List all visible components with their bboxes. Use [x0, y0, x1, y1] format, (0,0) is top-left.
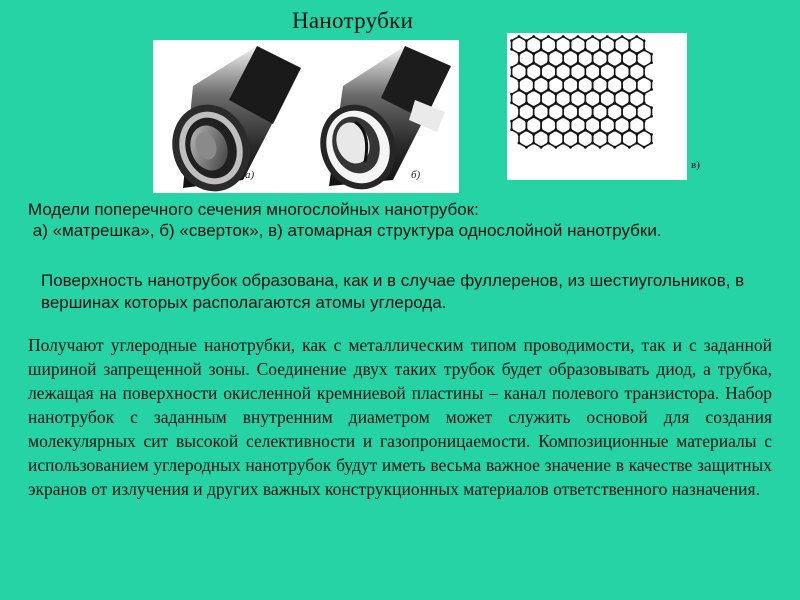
carbon-atom [577, 133, 580, 136]
carbon-atom [554, 66, 557, 69]
slide-title: Нанотрубки [292, 8, 414, 33]
carbon-atom [606, 53, 609, 56]
carbon-atom [643, 129, 646, 132]
carbon-atom [554, 75, 557, 78]
carbon-atom [569, 49, 572, 52]
carbon-atom [518, 62, 521, 65]
caption-line-2: а) «матрешка», б) «сверток», в) атомарная структура однослойной нанотрубки. [28, 221, 662, 240]
carbon-atom [591, 106, 594, 109]
carbon-atom [621, 35, 624, 38]
carbon-atom [569, 93, 572, 96]
carbon-atom [532, 80, 535, 83]
carbon-atom [613, 93, 616, 96]
carbon-atom [540, 146, 543, 149]
carbon-atom [650, 133, 653, 136]
carbon-atom [518, 133, 521, 136]
carbon-atom [628, 75, 631, 78]
carbon-atom [613, 49, 616, 52]
carbon-atom [650, 115, 653, 118]
carbon-atom [554, 93, 557, 96]
carbon-atom [621, 62, 624, 65]
carbon-atom [584, 75, 587, 78]
carbon-atom [613, 102, 616, 105]
carbon-atom [591, 115, 594, 118]
carbon-atom [591, 133, 594, 136]
carbon-atom [540, 129, 543, 132]
carbon-atom [525, 146, 528, 149]
carbon-atom [569, 120, 572, 123]
carbon-atom [591, 62, 594, 65]
hexagon-note: Поверхность нанотрубок образована, как и в случае фуллеренов, из шестиугольников, в вершинах которых располагаются атомы углерода. [41, 271, 745, 312]
carbon-atom [621, 106, 624, 109]
carbon-atom [540, 39, 543, 42]
carbon-atom [532, 133, 535, 136]
carbon-atom [518, 35, 521, 38]
carbon-atom [532, 142, 535, 145]
carbon-atom [606, 133, 609, 136]
carbon-atom [510, 128, 513, 131]
carbon-atom [599, 39, 602, 42]
carbon-atom [650, 53, 653, 56]
carbon-atom [518, 115, 521, 118]
carbon-atom [525, 49, 528, 52]
carbon-atom [540, 75, 543, 78]
carbon-atom [643, 75, 646, 78]
carbon-atom [540, 49, 543, 52]
carbon-atom [584, 102, 587, 105]
matryoshka-tube [160, 46, 301, 193]
carbon-atom [547, 80, 550, 83]
carbon-atom [606, 106, 609, 109]
carbon-atom [547, 133, 550, 136]
carbon-atom [510, 66, 513, 69]
carbon-atom [562, 80, 565, 83]
carbon-atom [518, 80, 521, 83]
carbon-atom [584, 129, 587, 132]
carbon-atom [621, 142, 624, 145]
carbon-atom [650, 88, 653, 91]
carbon-atom [554, 129, 557, 132]
carbon-atom [518, 142, 521, 145]
carbon-atom [562, 35, 565, 38]
carbon-atom [584, 49, 587, 52]
carbon-atom [591, 35, 594, 38]
carbon-atom [606, 115, 609, 118]
carbon-atom [554, 49, 557, 52]
carbon-atom [635, 115, 638, 118]
carbon-atom [569, 129, 572, 132]
carbon-atom [584, 39, 587, 42]
carbon-atom [577, 142, 580, 145]
carbon-atom [606, 80, 609, 83]
carbon-atom [577, 115, 580, 118]
atomic-structure-figure [507, 33, 687, 180]
carbon-atom [599, 102, 602, 105]
scroll-tube [309, 46, 451, 193]
carbon-atom [518, 89, 521, 92]
carbon-atom [613, 66, 616, 69]
carbon-atom [577, 35, 580, 38]
carbon-atom [510, 75, 513, 78]
carbon-atom [599, 66, 602, 69]
carbon-atom [525, 66, 528, 69]
carbon-atom [547, 89, 550, 92]
carbon-atom [606, 35, 609, 38]
carbon-atom [569, 75, 572, 78]
lattice-hexagons [510, 35, 653, 149]
carbon-atom [562, 89, 565, 92]
carbon-atom [643, 66, 646, 69]
figure-caption [28, 199, 768, 241]
carbon-atom [510, 120, 513, 123]
carbon-atom [650, 106, 653, 109]
carbon-atom [628, 93, 631, 96]
lattice-hexagon [563, 130, 578, 147]
carbon-atom [510, 93, 513, 96]
carbon-atom [643, 102, 646, 105]
carbon-atom [547, 35, 550, 38]
carbon-atom [525, 39, 528, 42]
carbon-atom [562, 62, 565, 65]
carbon-atom [635, 62, 638, 65]
carbon-atom [635, 80, 638, 83]
caption-line-1: Модели поперечного сечения многослойных нанотрубок: [28, 200, 479, 219]
carbon-atom [628, 49, 631, 52]
carbon-atom [621, 89, 624, 92]
carbon-atom [591, 80, 594, 83]
carbon-atom [540, 102, 543, 105]
carbon-atom [621, 115, 624, 118]
carbon-atom [613, 120, 616, 123]
carbon-atom [584, 66, 587, 69]
carbon-atom [554, 146, 557, 149]
carbon-atom [540, 66, 543, 69]
carbon-atom [577, 89, 580, 92]
carbon-atom [525, 129, 528, 132]
carbon-atom [613, 146, 616, 149]
carbon-atom [643, 146, 646, 149]
lattice-hexagon [578, 130, 593, 147]
carbon-atom [621, 53, 624, 56]
carbon-atom [532, 35, 535, 38]
lattice-hexagon [519, 130, 534, 147]
carbon-atom [569, 146, 572, 149]
carbon-atom [635, 133, 638, 136]
carbon-atom [562, 115, 565, 118]
carbon-atom [599, 75, 602, 78]
nanotube-models-illustration [153, 40, 459, 193]
carbon-atom [532, 106, 535, 109]
carbon-atom [547, 53, 550, 56]
main-paragraph: Получают углеродные нанотрубки, как с металлическим типом проводимости, так и с заданной шириной запрещенной зоны. Соединение двух таких трубок будет образовывать диод, а трубка, лежащая на поверхности окисленной кремниевой пластины – канал полевого транзистора. Набор нанотрубок с заданным внутренним диаметром может служить основой для создания молекулярных сит высокой селективности и газопроницаемости. Композиционные материалы с использованием углеродных нанотрубок будут иметь весьма важное значение в качестве защитных экранов от излучения и других важных конструкционных материалов ответственного назначения. [28, 335, 772, 499]
lattice-hexagon [534, 130, 549, 147]
carbon-atom [643, 49, 646, 52]
carbon-atom [547, 115, 550, 118]
carbon-atom [540, 120, 543, 123]
carbon-atom [628, 129, 631, 132]
carbon-atom [562, 106, 565, 109]
carbon-atom [628, 120, 631, 123]
carbon-atom [510, 39, 513, 42]
carbon-atom [554, 120, 557, 123]
carbon-atom [635, 89, 638, 92]
carbon-atom [599, 146, 602, 149]
carbon-atom [635, 142, 638, 145]
carbon-atom [599, 120, 602, 123]
carbon-atom [532, 89, 535, 92]
carbon-atom [628, 39, 631, 42]
lattice-hexagon [637, 130, 652, 147]
carbon-atom [584, 120, 587, 123]
carbon-atom [621, 133, 624, 136]
carbon-atom [643, 120, 646, 123]
carbon-atom [577, 80, 580, 83]
carbon-atom [540, 93, 543, 96]
carbon-atom [613, 129, 616, 132]
carbon-atom [591, 53, 594, 56]
carbon-atom [584, 146, 587, 149]
carbon-atom [628, 102, 631, 105]
carbon-atom [547, 106, 550, 109]
carbon-atom [547, 142, 550, 145]
carbon-atom [577, 53, 580, 56]
lattice-hexagon [548, 130, 563, 147]
carbon-atom [606, 62, 609, 65]
carbon-atom [525, 102, 528, 105]
carbon-atom [599, 129, 602, 132]
carbon-atom [650, 61, 653, 64]
carbon-atom [628, 66, 631, 69]
lattice-hexagon [593, 130, 608, 147]
carbon-atom [613, 75, 616, 78]
carbon-atom [562, 53, 565, 56]
carbon-atom [569, 39, 572, 42]
carbon-atom [554, 39, 557, 42]
carbon-atom [532, 62, 535, 65]
carbon-atom [635, 35, 638, 38]
carbon-atom [562, 142, 565, 145]
carbon-atom [562, 133, 565, 136]
carbon-atom [606, 142, 609, 145]
lattice-hexagon [607, 130, 622, 147]
carbon-atom [591, 142, 594, 145]
carbon-atom [606, 89, 609, 92]
carbon-atom [525, 75, 528, 78]
nanotube-models-figure [153, 40, 459, 193]
lattice-hexagon [622, 130, 637, 147]
carbon-atom [569, 102, 572, 105]
carbon-atom [518, 106, 521, 109]
carbon-atom [635, 106, 638, 109]
carbon-atom [569, 66, 572, 69]
carbon-atom [643, 93, 646, 96]
carbon-atom [577, 106, 580, 109]
carbon-atom [650, 80, 653, 83]
carbon-atom [621, 80, 624, 83]
carbon-atom [532, 53, 535, 56]
carbon-atom [554, 102, 557, 105]
carbon-atom [510, 48, 513, 51]
carbon-atom [518, 53, 521, 56]
carbon-atom [510, 101, 513, 104]
carbon-atom [525, 120, 528, 123]
carbon-atom [532, 115, 535, 118]
carbon-atom [628, 146, 631, 149]
hexagonal-lattice-illustration [507, 33, 687, 180]
carbon-atom [547, 62, 550, 65]
carbon-atom [635, 53, 638, 56]
carbon-atom [584, 93, 587, 96]
carbon-atom [643, 39, 646, 42]
label-b: б) [411, 169, 421, 181]
carbon-atom [650, 142, 653, 145]
carbon-atom [613, 39, 616, 42]
carbon-atom [591, 89, 594, 92]
label-a: а) [245, 169, 255, 181]
carbon-atom [599, 49, 602, 52]
carbon-atom [599, 93, 602, 96]
carbon-atom [525, 93, 528, 96]
carbon-atom [577, 62, 580, 65]
label-v: в) [691, 159, 700, 171]
